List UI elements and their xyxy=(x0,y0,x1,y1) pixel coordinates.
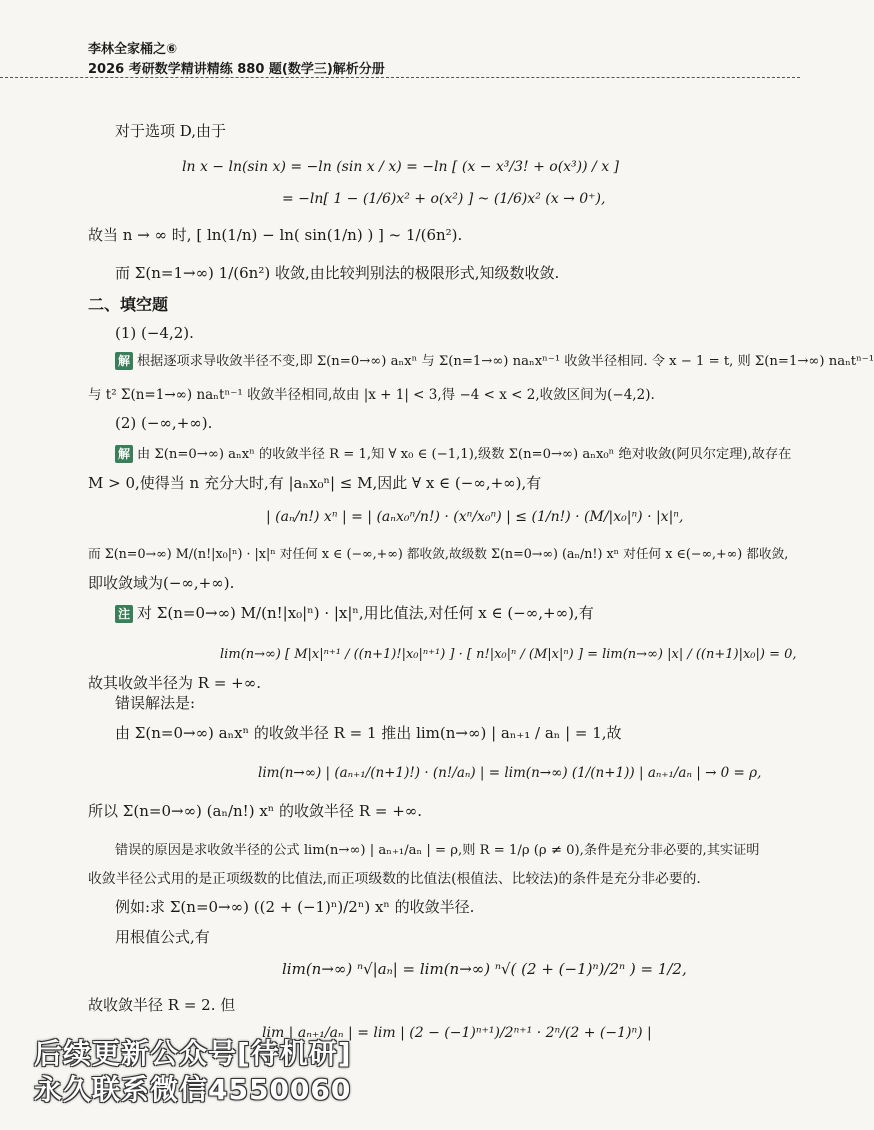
equation: lim(n→∞) ⁿ√|aₙ| = lim(n→∞) ⁿ√( (2 + (−1)ⁿ)/2ⁿ ) = 1/2, xyxy=(282,960,687,978)
watermark-line-1: 后续更新公众号[待机研] xyxy=(34,1037,352,1070)
answer-line: (1) (−4,2). xyxy=(115,324,194,342)
book-subtitle: 2026 考研数学精讲精练 880 题(数学三)解析分册 xyxy=(88,62,385,77)
text-line: 错误解法是: xyxy=(115,694,196,712)
equation: = −ln[ 1 − (1/6)x² + o(x²) ] ~ (1/6)x² (x → 0⁺), xyxy=(282,191,606,207)
text-line: 收敛半径公式用的是正项级数的比值法,而正项级数的比值法(根值法、比较法)的条件是充分非必要的. xyxy=(88,871,701,887)
text-line: 例如:求 Σ(n=0→∞) ((2 + (−1)ⁿ)/2ⁿ) xⁿ 的收敛半径. xyxy=(115,898,475,916)
header-divider xyxy=(0,77,800,78)
page-header xyxy=(0,0,800,80)
book-series: 李林全家桶之⑥ xyxy=(88,42,178,57)
text-line: 与 t² Σ(n=1→∞) naₙtⁿ⁻¹ 收敛半径相同,故由 |x + 1| < 3,得 −4 < x < 2,收敛区间为(−4,2). xyxy=(88,387,655,403)
text-line: 所以 Σ(n=0→∞) (aₙ/n!) xⁿ 的收敛半径 R = +∞. xyxy=(88,802,423,820)
equation: lim | aₙ₊₁/aₙ | = lim | (2 − (−1)ⁿ⁺¹)/2ⁿ⁺¹ · 2ⁿ/(2 + (−1)ⁿ) | xyxy=(262,1025,652,1041)
equation: lim(n→∞) [ M|x|ⁿ⁺¹ / ((n+1)!|x₀|ⁿ⁺¹) ] · [ n!|x₀|ⁿ / (M|x|ⁿ) ] = lim(n→∞) |x| / ((n+1)|x₀|) = 0, xyxy=(220,647,797,662)
text-line: 而 Σ(n=0→∞) M/(n!|x₀|ⁿ) · |x|ⁿ 对任何 x ∈ (−∞,+∞) 都收敛,故级数 Σ(n=0→∞) (aₙ/n!) xⁿ 对任何 x ∈(−∞,+∞) 都收敛, xyxy=(88,546,789,561)
solution-badge: 解 xyxy=(115,445,133,463)
text-line: 而 Σ(n=1→∞) 1/(6n²) 收敛,由比较判别法的极限形式,知级数收敛. xyxy=(115,264,560,282)
watermark-line-2: 永久联系微信4550060 xyxy=(34,1073,352,1106)
note-badge: 注 xyxy=(115,605,133,623)
solution-line: 解 根据逐项求导收敛半径不变,即 Σ(n=0→∞) aₙxⁿ 与 Σ(n=1→∞) naₙxⁿ⁻¹ 收敛半径相同. 令 x − 1 = t, 则 Σ(n=1→∞) naₙtⁿ⁻¹ xyxy=(115,352,874,371)
answer-line: (2) (−∞,+∞). xyxy=(115,414,213,432)
text-line: 由 Σ(n=0→∞) aₙxⁿ 的收敛半径 R = 1 推出 lim(n→∞) | aₙ₊₁ / aₙ | = 1,故 xyxy=(115,724,622,742)
equation: ln x − ln(sin x) = −ln (sin x / x) = −ln [ (x − x³/3! + o(x³)) / x ] xyxy=(182,159,620,175)
text-line: M > 0,使得当 n 充分大时,有 |aₙx₀ⁿ| ≤ M,因此 ∀ x ∈ (−∞,+∞),有 xyxy=(88,474,542,492)
text-line: 用根值公式,有 xyxy=(115,928,210,946)
solution-line: 解 由 Σ(n=0→∞) aₙxⁿ 的收敛半径 R = 1,知 ∀ x₀ ∈ (−1,1),级数 Σ(n=0→∞) aₙx₀ⁿ 绝对收敛(阿贝尔定理),故存在 xyxy=(115,445,791,464)
text-line: 故收敛半径 R = 2. 但 xyxy=(88,996,236,1014)
equation: lim(n→∞) | (aₙ₊₁/(n+1)!) · (n!/aₙ) | = lim(n→∞) (1/(n+1)) | aₙ₊₁/aₙ | → 0 = ρ, xyxy=(258,765,762,781)
text-line: 故当 n → ∞ 时, [ ln(1/n) − ln( sin(1/n) ) ] ~ 1/(6n²). xyxy=(88,226,463,244)
note-line: 注 对 Σ(n=0→∞) M/(n!|x₀|ⁿ) · |x|ⁿ,用比值法,对任何 x ∈ (−∞,+∞),有 xyxy=(115,604,594,623)
equation: | (aₙ/n!) xⁿ | = | (aₙx₀ⁿ/n!) · (xⁿ/x₀ⁿ) | ≤ (1/n!) · (M/|x₀|ⁿ) · |x|ⁿ, xyxy=(266,509,684,525)
section-heading: 二、填空题 xyxy=(88,295,169,314)
solution-badge: 解 xyxy=(115,352,133,370)
text-line: 故其收敛半径为 R = +∞. xyxy=(88,674,261,692)
text-line: 即收敛域为(−∞,+∞). xyxy=(88,574,235,592)
text-line: 对于选项 D,由于 xyxy=(115,122,227,140)
text-line: 错误的原因是求收敛半径的公式 lim(n→∞) | aₙ₊₁/aₙ | = ρ,则 R = 1/ρ (ρ ≠ 0),条件是充分非必要的,其实证明 xyxy=(115,843,760,858)
